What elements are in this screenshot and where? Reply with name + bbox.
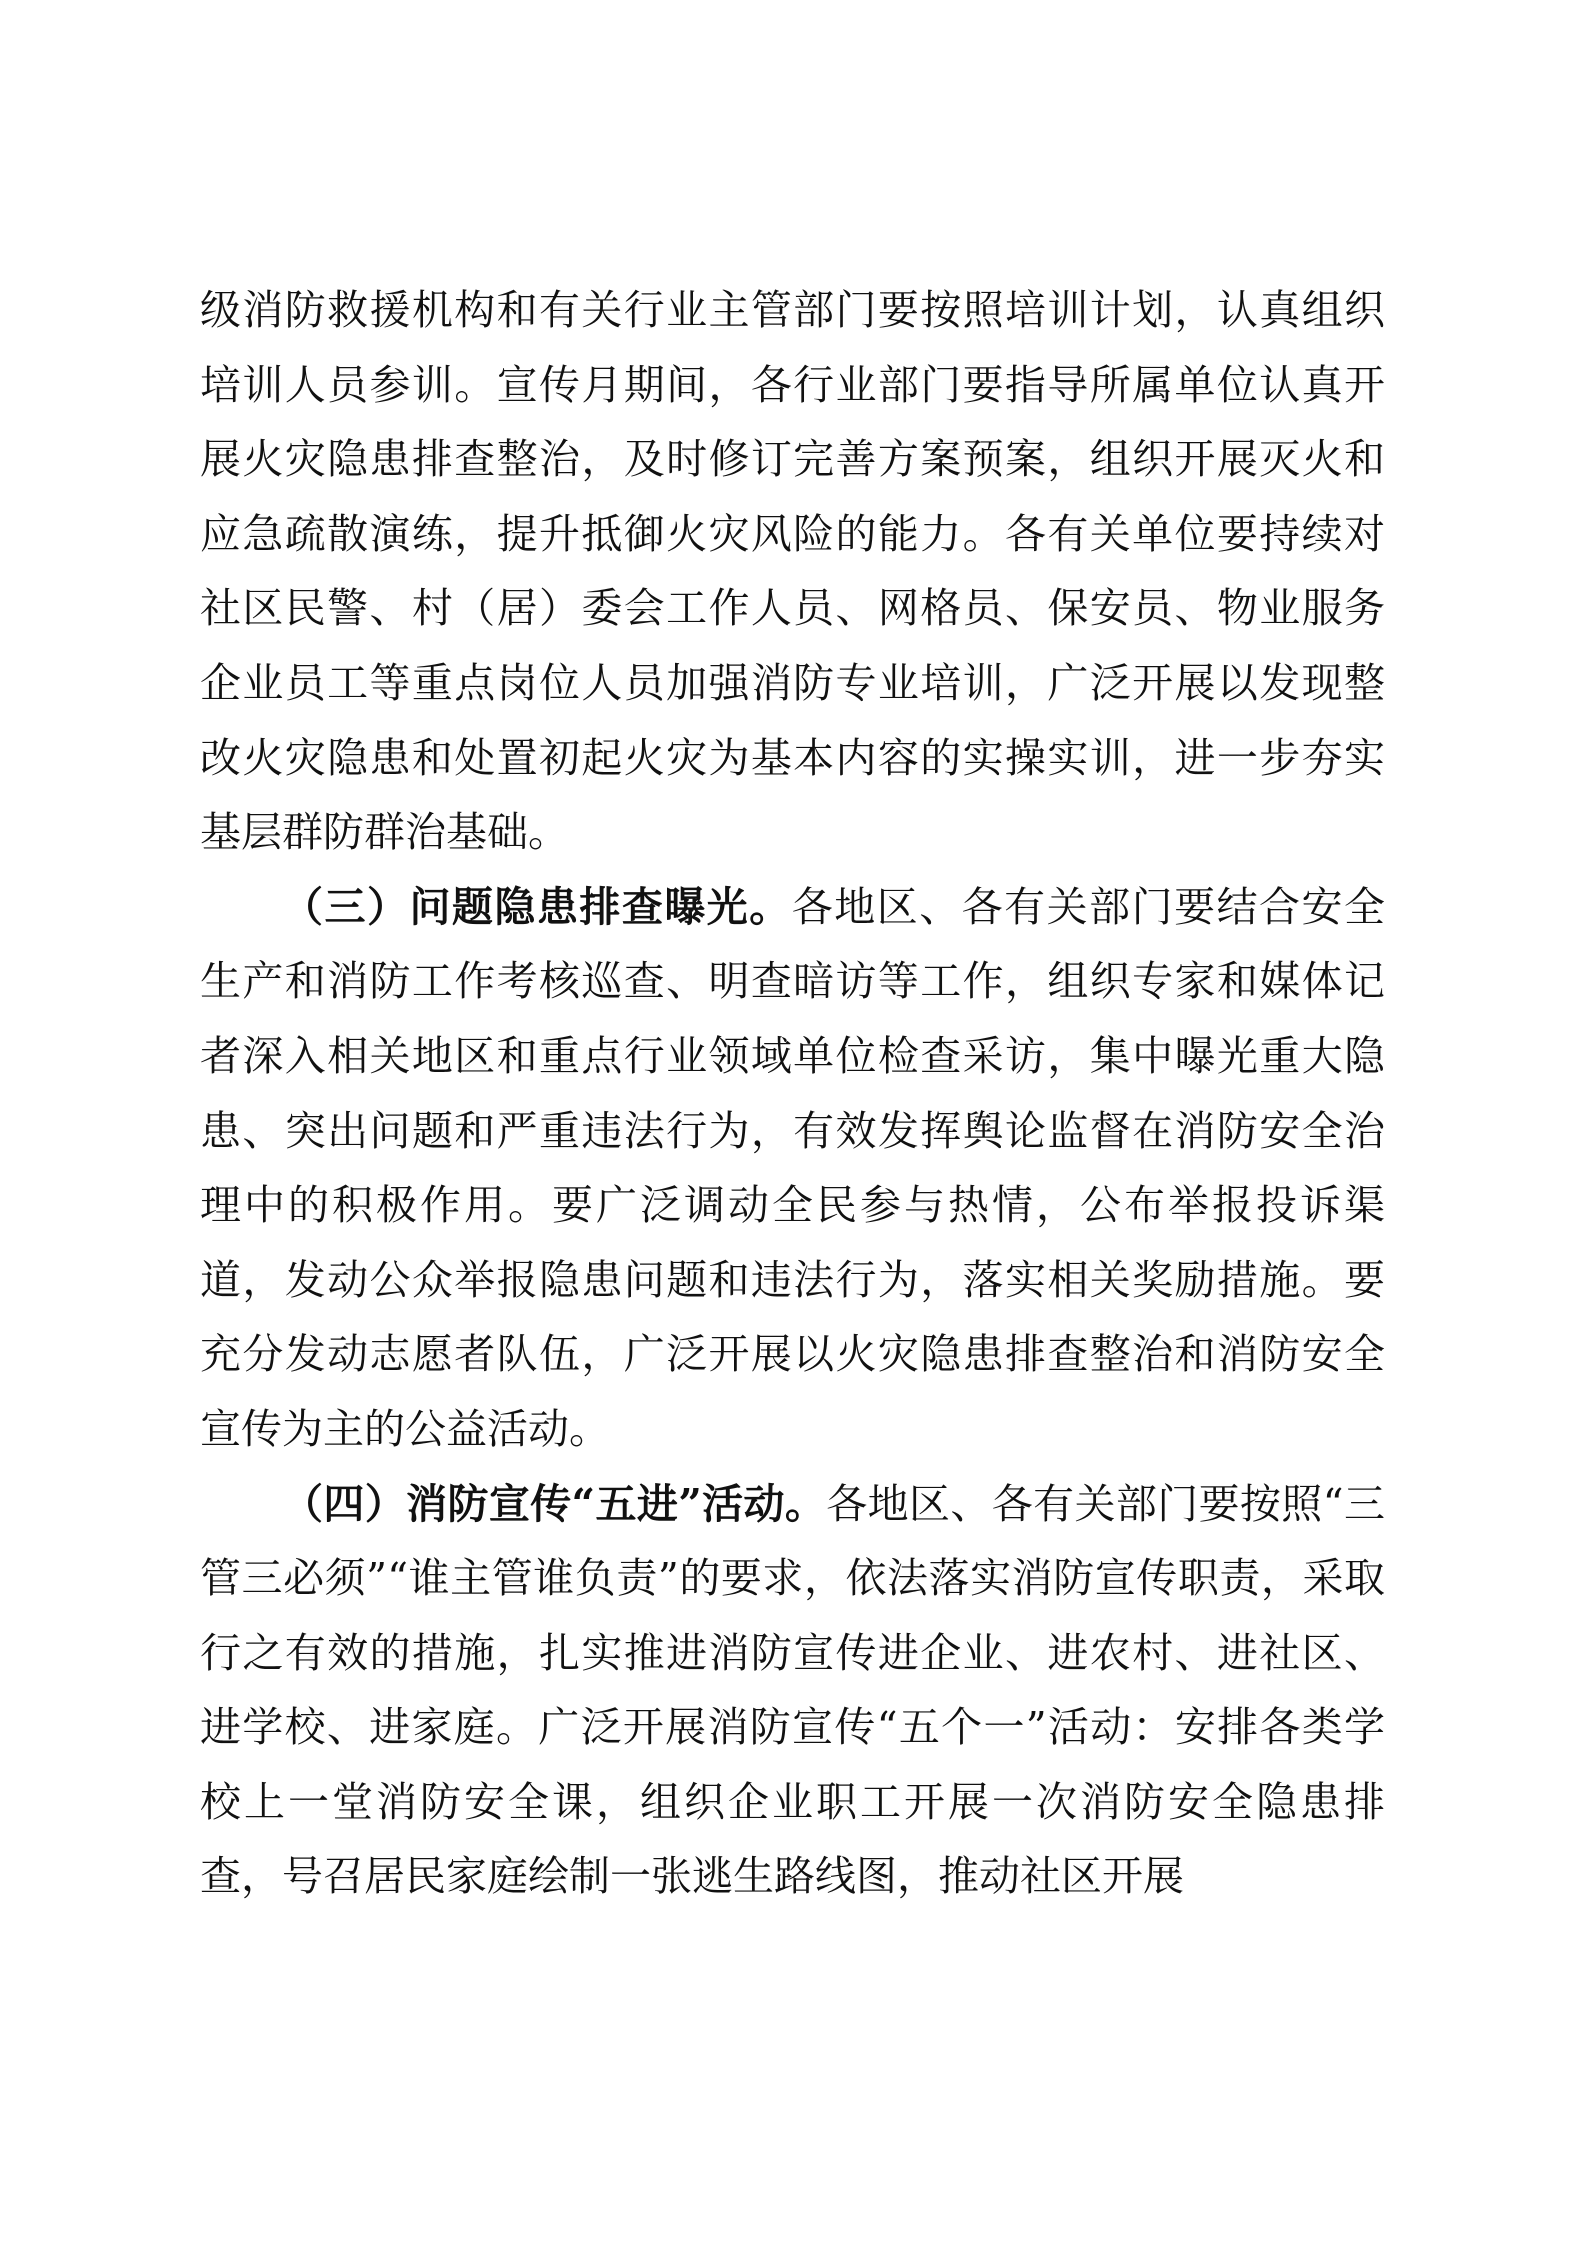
paragraph-text: 各地区、各有关部门要按照“三管三必须”“谁主管谁负责”的要求，依法落实消防宣传职责，采取行之有效的措施，扎实推进消防宣传进企业、进农村、进社区、进学校、进家庭。广泛开展消防宣传“五个一”活动：安排各类学校上一堂消防安全课，组织企业职工开展一次消防安全隐患排查，号召居民家庭绘制一张逃生路线图，推动社区开展 bbox=[200, 1479, 1385, 1901]
paragraph-text: 级消防救援机构和有关行业主管部门要按照培训计划，认真组织培训人员参训。宣传月期间，各行业部门要指导所属单位认真开展火灾隐患排查整治，及时修订完善方案预案，组织开展灭火和应急疏散演练，提升抵御火灾风险的能力。各有关单位要持续对社区民警、村（居）委会工作人员、网格员、保安员、物业服务企业员工等重点岗位人员加强消防专业培训，广泛开展以发现整改火灾隐患和处置初起火灾为基本内容的实操实训，进一步夯实基层群防群治基础。 bbox=[200, 286, 1385, 857]
document-body bbox=[200, 273, 1385, 1914]
paragraph-continued bbox=[200, 273, 1385, 870]
paragraph-section-4 bbox=[200, 1467, 1385, 1915]
section-heading: （三）问题隐患排查曝光。 bbox=[282, 882, 792, 931]
section-heading: （四）消防宣传“五进”活动。 bbox=[282, 1479, 827, 1528]
paragraph-section-3 bbox=[200, 870, 1385, 1467]
paragraph-text: 各地区、各有关部门要结合安全生产和消防工作考核巡查、明查暗访等工作，组织专家和媒体记者深入相关地区和重点行业领域单位检查采访，集中曝光重大隐患、突出问题和严重违法行为，有效发挥舆论监督在消防安全治理中的积极作用。要广泛调动全民参与热情，公布举报投诉渠道，发动公众举报隐患问题和违法行为，落实相关奖励措施。要充分发动志愿者队伍，广泛开展以火灾隐患排查整治和消防安全宣传为主的公益活动。 bbox=[200, 882, 1386, 1453]
